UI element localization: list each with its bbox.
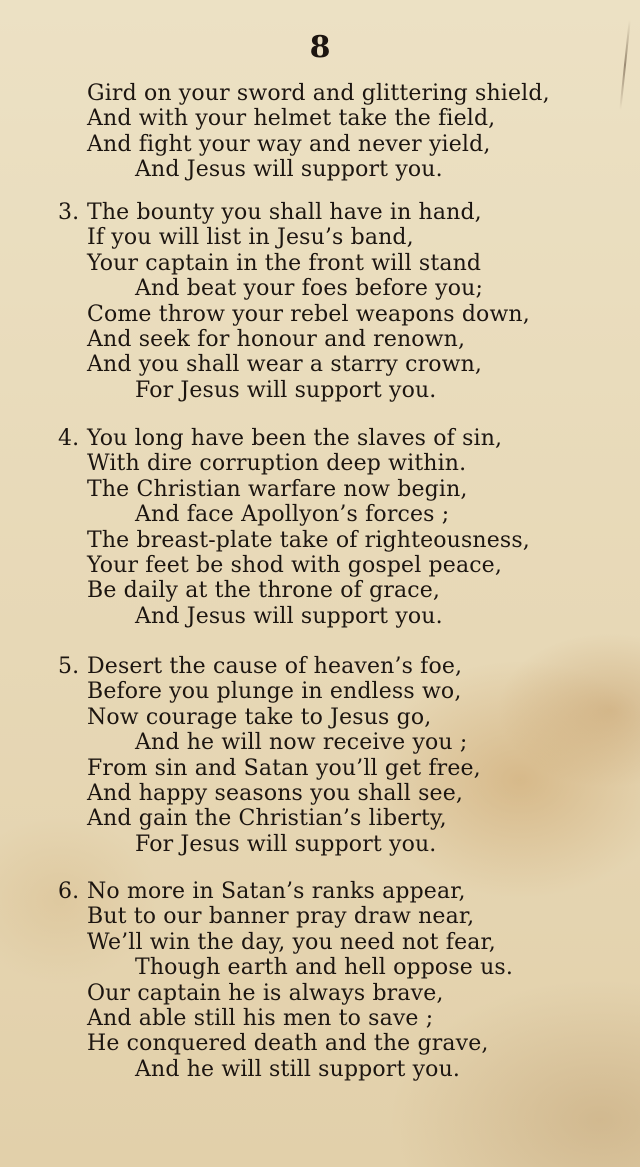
- stanza-6: [58, 879, 618, 1082]
- verse-line: [58, 654, 618, 679]
- verse-line: If you will list in Jesu’s band,: [87, 225, 414, 251]
- verse-line: Your feet be shod with gospel peace,: [87, 552, 502, 578]
- verse-line-text: The bounty you shall have in hand,: [87, 200, 482, 225]
- stanza-4: [58, 426, 618, 629]
- stanza-number: 3.: [58, 200, 80, 225]
- verse-line: But to our banner pray draw near,: [87, 904, 475, 930]
- stanza-3: [58, 200, 618, 403]
- verse-line: And Jesus will support you.: [135, 157, 443, 183]
- verse-line: Our captain he is always brave,: [87, 980, 444, 1006]
- verse-line: And gain the Christian’s liberty,: [87, 806, 447, 832]
- verse-line: We’ll win the day, you need not fear,: [87, 929, 496, 955]
- stanza-number: 6.: [58, 879, 80, 904]
- verse-line: And he will still support you.: [135, 1056, 461, 1082]
- verse-line-text: You long have been the slaves of sin,: [87, 426, 503, 451]
- stanza-number: 5.: [58, 654, 80, 679]
- stanza-number: 4.: [58, 426, 80, 451]
- verse-line: And Jesus will support you.: [135, 603, 443, 629]
- verse-line: And able still his men to save ;: [87, 1005, 434, 1031]
- stanza-continuation: [58, 81, 618, 183]
- verse-line: Now courage take to Jesus go,: [87, 704, 432, 730]
- verse-line: From sin and Satan you’ll get free,: [87, 755, 481, 781]
- verse-line: Come throw your rebel weapons down,: [87, 301, 530, 327]
- verse-line: And seek for honour and renown,: [87, 326, 466, 352]
- verse-line: Before you plunge in endless wo,: [87, 679, 462, 705]
- stanza-5: [58, 654, 618, 857]
- verse-line: And he will now receive you ;: [135, 730, 468, 756]
- verse-line: [58, 200, 618, 225]
- verse-line: And face Apollyon’s forces ;: [135, 502, 450, 528]
- verse-line-text: Desert the cause of heaven’s foe,: [87, 654, 463, 679]
- verse-line: The breast-plate take of righteousness,: [87, 527, 530, 553]
- verse-line: Your captain in the front will stand: [87, 250, 482, 276]
- verse-line: [58, 879, 618, 904]
- verse-line: With dire corruption deep within.: [87, 451, 467, 477]
- verse-line: The Christian warfare now begin,: [87, 476, 468, 502]
- page-number: 8: [309, 30, 331, 65]
- verse-line: Gird on your sword and glittering shield,: [87, 81, 550, 106]
- verse-line: He conquered death and the grave,: [87, 1031, 489, 1057]
- verse-line: For Jesus will support you.: [135, 831, 437, 857]
- verse-line: Be daily at the throne of grace,: [87, 578, 441, 604]
- verse-line: And you shall wear a starry crown,: [87, 352, 483, 378]
- verse-line: And happy seasons you shall see,: [87, 780, 464, 806]
- verse-line: And fight your way and never yield,: [87, 131, 491, 157]
- verse-line: For Jesus will support you.: [135, 377, 437, 403]
- verse-line: [58, 426, 618, 451]
- verse-line-text: No more in Satan’s ranks appear,: [87, 879, 466, 904]
- verse-line: Though earth and hell oppose us.: [135, 955, 513, 981]
- verse-line: And with your helmet take the field,: [87, 106, 496, 132]
- verse-line: And beat your foes before you;: [135, 276, 484, 302]
